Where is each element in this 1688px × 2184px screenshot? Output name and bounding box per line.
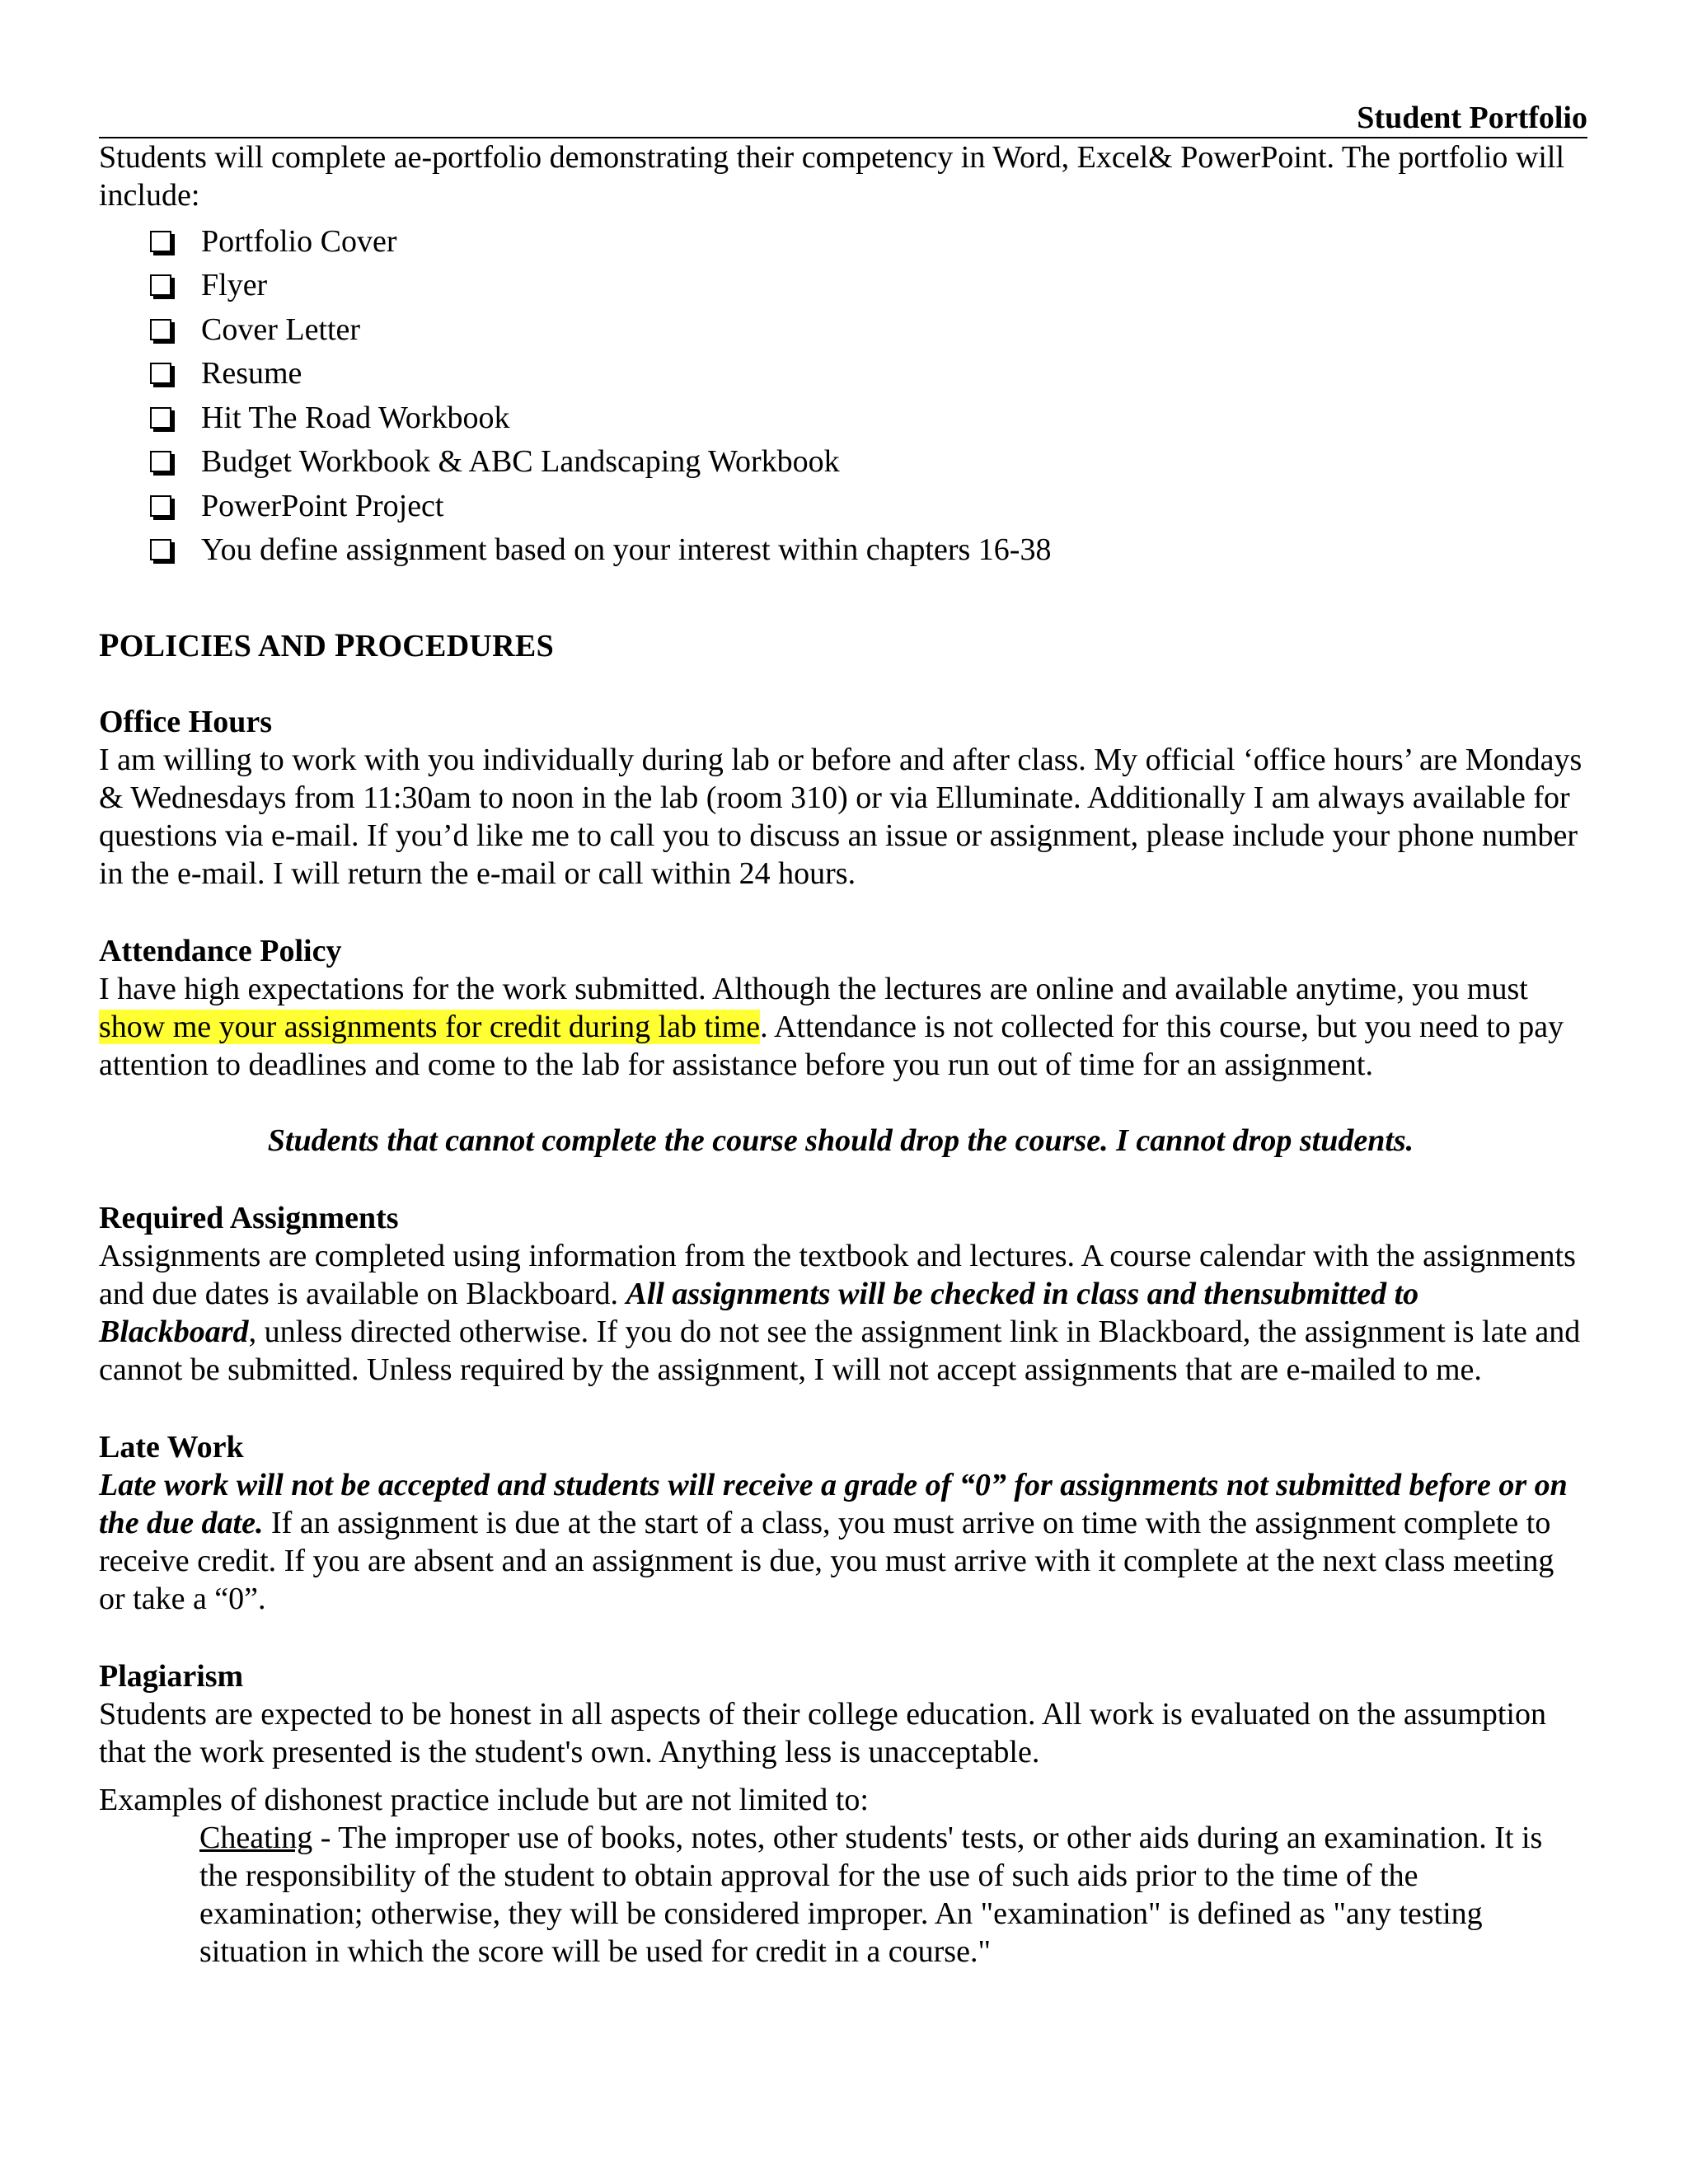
page-header-title: Student Portfolio [99, 99, 1587, 138]
list-item: You define assignment based on your interest within chapters 16-38 [150, 528, 1582, 573]
late-work-heading: Late Work [99, 1430, 244, 1465]
required-assignments-heading: Required Assignments [99, 1201, 399, 1235]
checkbox-icon [150, 274, 171, 296]
attendance-heading: Attendance Policy [99, 934, 342, 968]
intro-paragraph: Students will complete ae-portfolio demonstrating their competency in Word, Excel& PowerPoint. The portfolio will include: [99, 140, 1565, 213]
cheating-paragraph: Cheating - The improper use of books, notes, other students' tests, or other aids during an examination. It is the responsibility of the student to obtain approval for the use of such aids prior to the time of the examination; otherwise, they will be considered improper. An "examination" is defined as "any testing situation in which the score will be used for credit in a course." [199, 1821, 1543, 1969]
list-item: Budget Workbook & ABC Landscaping Workbook [150, 440, 1582, 485]
list-item: Hit The Road Workbook [150, 396, 1582, 440]
examples-intro: Examples of dishonest practice include but are not limited to: [99, 1783, 869, 1817]
drop-course-notice: Students that cannot complete the course should drop the course. I cannot drop students. [267, 1123, 1414, 1158]
checkbox-icon [150, 319, 171, 340]
checkbox-icon [150, 539, 171, 560]
checkbox-icon [150, 363, 171, 384]
emphasis-text: All assignments will be checked in class and thensubmitted to Blackboard [99, 1277, 1419, 1349]
late-work-paragraph: Late work will not be accepted and students will receive a grade of “0” for assignments not submitted before or on the due date. If an assignment is due at the start of a class, you must arrive on time with the assignment complete to receive credit. If you are absent and an assignment is due, you must arrive with it complete at the next class meeting or take a “0”. [99, 1468, 1568, 1616]
plagiarism-heading: Plagiarism [99, 1659, 244, 1694]
checkbox-icon [150, 231, 171, 252]
document-page [99, 99, 1587, 1971]
cheating-term: Cheating [199, 1821, 313, 1855]
list-item: Cover Letter [150, 307, 1582, 352]
list-item: PowerPoint Project [150, 484, 1582, 528]
list-item: Portfolio Cover [150, 219, 1582, 264]
office-hours-paragraph: I am willing to work with you individually during lab or before and after class. My official ‘office hours’ are Mondays & Wednesdays from 11:30am to noon in the lab (room 310) or via Elluminate. Additionally I am always available for questions via e-mail. If you’d like me to call you to discuss an issue or assignment, please include your phone number in the e-mail. I will return the e-mail or call within 24 hours. [99, 743, 1582, 891]
checkbox-icon [150, 407, 171, 429]
emphasis-text: Late work will not be accepted and students will receive a grade of “0” for assignments not submitted before or on the due date. [99, 1468, 1568, 1540]
portfolio-checklist [99, 219, 1582, 572]
attendance-paragraph: I have high expectations for the work submitted. Although the lectures are online and available anytime, you must show me your assignments for credit during lab time. Attendance is not collected for this course, but you need to pay attention to deadlines and come to the lab for assistance before you run out of time for an assignment. [99, 972, 1564, 1082]
policies-section-title: POLICIES AND PROCEDURES [99, 626, 554, 663]
list-item: Flyer [150, 264, 1582, 308]
required-assignments-paragraph: Assignments are completed using information from the textbook and lectures. A course calendar with the assignments and due dates is available on Blackboard. All assignments will be checked in class and thensubmitted to Blackboard, unless directed otherwise. If you do not see the assignment link in Blackboard, the assignment is late and cannot be submitted. Unless required by the assignment, I will not accept assignments that are e-mailed to me. [99, 1239, 1581, 1387]
checkbox-icon [150, 451, 171, 472]
highlighted-text: show me your assignments for credit during lab time [99, 1010, 761, 1044]
list-item: Resume [150, 352, 1582, 396]
plagiarism-paragraph: Students are expected to be honest in all aspects of their college education. All work is evaluated on the assumption that the work presented is the student's own. Anything less is unacceptable. [99, 1697, 1546, 1769]
checkbox-icon [150, 495, 171, 517]
office-hours-heading: Office Hours [99, 705, 273, 739]
